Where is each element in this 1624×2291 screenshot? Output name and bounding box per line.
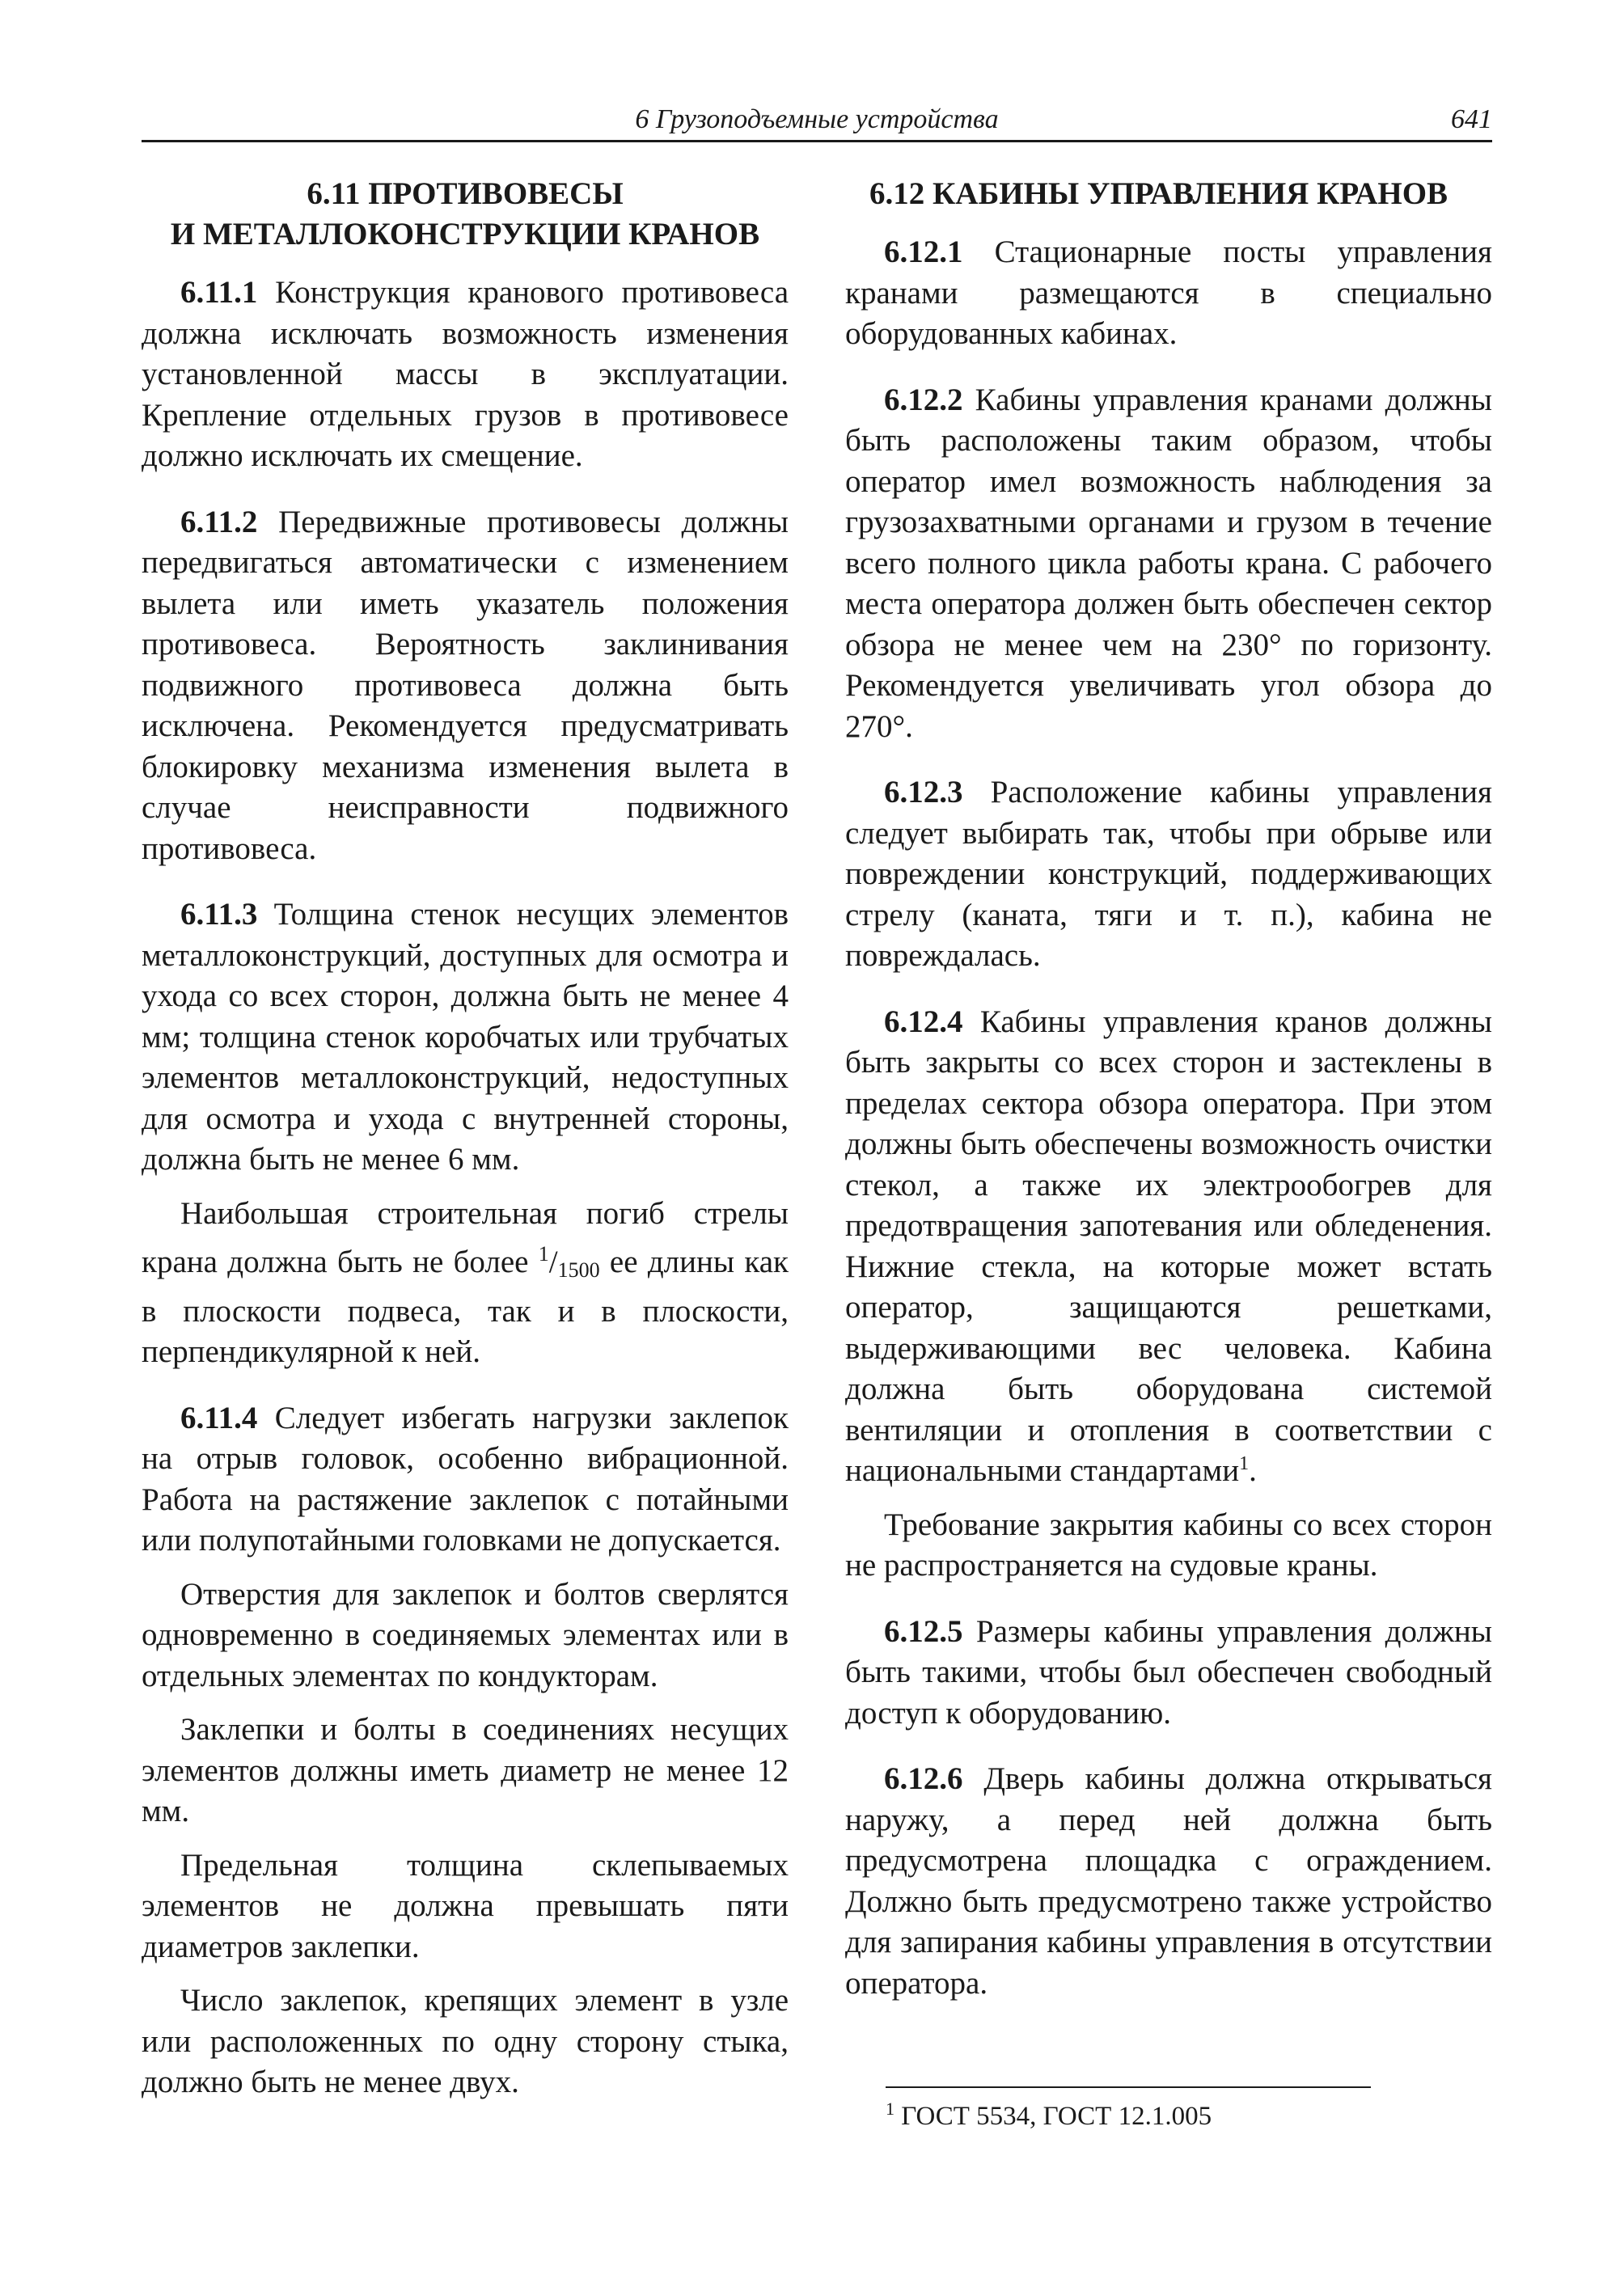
clause-number: 6.11.2 [180,504,258,539]
paragraph-rivet-diameter [142,1710,789,1832]
paragraph-text: Следует избегать нагрузки заклепок на отрыв головок, особенно вибрационной. Работа на растяжение заклепок с потайными или полупотайными головками не допускается. [142,1400,789,1558]
footnote-text: ГОСТ 5534, ГОСТ 12.1.005 [894,2102,1212,2131]
paragraph-text: Расположение кабины управления следует выбирать так, чтобы при обрыве или повреждении конструкций, поддерживающих стрелу (каната, тяги и т. п.), кабина не повреждалась. [845,775,1492,973]
clause-number: 6.11.1 [180,275,258,310]
paragraph-text: Конструкция кранового противовеса должна исключать возможность изменения установленной массы в эксплуатации. Крепление отдельных грузов в противовесе должно исключать их смещение. [142,275,789,473]
running-header [142,101,1492,142]
fraction-numerator: 1 [538,1242,549,1266]
section-heading-line-2: И МЕТАЛЛОКОНСТРУКЦИИ КРАНОВ [170,217,760,252]
paragraph-6-11-2 [142,502,789,870]
clause-number: 6.12.5 [884,1613,963,1649]
footnote-reference[interactable]: 1 [1239,1453,1250,1474]
right-column [845,174,1492,2029]
clause-number: 6.12.3 [884,775,963,809]
footnote-divider [886,2086,1371,2088]
clause-number: 6.11.4 [180,1400,258,1435]
clause-number: 6.12.4 [884,1004,963,1039]
paragraph-text: Число заклепок, крепящих элемент в узле или расположенных по одну сторону стыка, должно быть не менее двух. [142,1983,789,2099]
paragraph-6-12-1 [845,232,1492,355]
section-heading-6-12: 6.12 КАБИНЫ УПРАВЛЕНИЯ КРАНОВ [869,176,1448,211]
paragraph-rivet-thickness [142,1845,789,1968]
paragraph-text: Предельная толщина склепываемых элементов не должна превышать пяти диаметров заклепки. [142,1847,789,1964]
paragraph-text-end: . [1249,1453,1257,1488]
paragraph-6-11-4 [142,1398,789,1562]
paragraph-6-12-6 [845,1759,1492,2004]
paragraph-text: Передвижные противовесы должны передвигаться автоматически с изменением вылета или иметь указатель положения противовеса. Вероятность заклинивания подвижного противовеса должна быть исключена. Рекомендуется предусматривать блокировку механизма изменения вылета в случае неисправности подвижного противовеса. [142,504,789,866]
paragraph-ship-cranes [845,1505,1492,1587]
footnote [886,2099,1212,2134]
footnote-marker: 1 [886,2099,894,2119]
page-number: 641 [1451,104,1492,134]
paragraph-6-12-2 [845,380,1492,748]
paragraph-max-deflection [142,1194,789,1373]
paragraph-6-11-1 [142,273,789,477]
fraction-denominator: 1500 [557,1258,600,1282]
running-header-title: 6 Грузоподъемные устройства [635,104,999,134]
left-column [142,174,789,2116]
paragraph-text: Кабины управления кранов должны быть закрыты со всех сторон и застеклены в пределах сектора обзора оператора. При этом должны быть обеспечены возможность очистки стекол, а также их электрообогрев для предотвращения запотевания или обледенения. Нижние стекла, на которые может встать оператор, защищаются решетками, выдерживающими вес человека. Кабина должна быть оборудована системой вентиляции и отопления в соответствии с национальными стандартами [845,1004,1492,1488]
paragraph-rivet-holes [142,1575,789,1697]
paragraph-text: Кабины управления кранами должны быть расположены таким образом, чтобы оператор имел возможность наблюдения за грузозахватными органами и грузом в течение всего полного цикла работы крана. С рабочего места оператора должен быть обеспечен сектор обзора не менее чем на 230° по горизонту. Рекомендуется увеличивать угол обзора до 270°. [845,382,1492,744]
paragraph-6-12-5 [845,1612,1492,1735]
section-heading-line-1: 6.11 ПРОТИВОВЕСЫ [307,176,624,211]
paragraph-text: Размеры кабины управления должны быть такими, чтобы был обеспечен свободный доступ к оборудованию. [845,1613,1492,1731]
paragraph-6-12-3 [845,772,1492,977]
section-heading-6-11 [142,174,789,255]
paragraph-6-12-4 [845,1002,1492,1492]
paragraph-text: ее длины как в плоскости подвеса, так и в плоскости, перпендикулярной к ней. [142,1245,789,1369]
paragraph-text: Требование закрытия кабины со всех сторон не распространяется на судовые краны. [845,1507,1492,1583]
paragraph-text: Заклепки и болты в соединениях несущих элементов должны иметь диаметр не менее 12 мм. [142,1712,789,1828]
fraction-slash: / [548,1245,558,1279]
paragraph-text: Толщина стенок несущих элементов металлоконструкций, доступных для осмотра и ухода со всех сторон, должна быть не менее 4 мм; толщина стенок коробчатых или трубчатых элементов металлоконструкций, недоступных для осмотра и ухода с внутренней стороны, должна быть не менее 6 мм. [142,897,789,1177]
paragraph-6-11-3 [142,894,789,1181]
clause-number: 6.11.3 [180,897,258,932]
paragraph-text: Наибольшая строительная погиб стрелы крана должна быть не более [142,1195,789,1279]
paragraph-text: Отверстия для заклепок и болтов сверлятся одновременно в соединяемых элементах или в отдельных элементах по кондукторам. [142,1576,789,1693]
clause-number: 6.12.6 [884,1761,963,1796]
paragraph-text: Дверь кабины должна открываться наружу, а перед ней должна быть предусмотрена площадка с ограждением. Должно быть предусмотрено также устройство для запирания кабины управления в отсутствии оператора. [845,1761,1492,2001]
clause-number: 6.12.1 [884,235,963,269]
paragraph-rivet-count [142,1980,789,2103]
paragraph-text: Стационарные посты управления кранами размещаются в специально оборудованных кабинах. [845,235,1492,351]
clause-number: 6.12.2 [884,382,963,417]
